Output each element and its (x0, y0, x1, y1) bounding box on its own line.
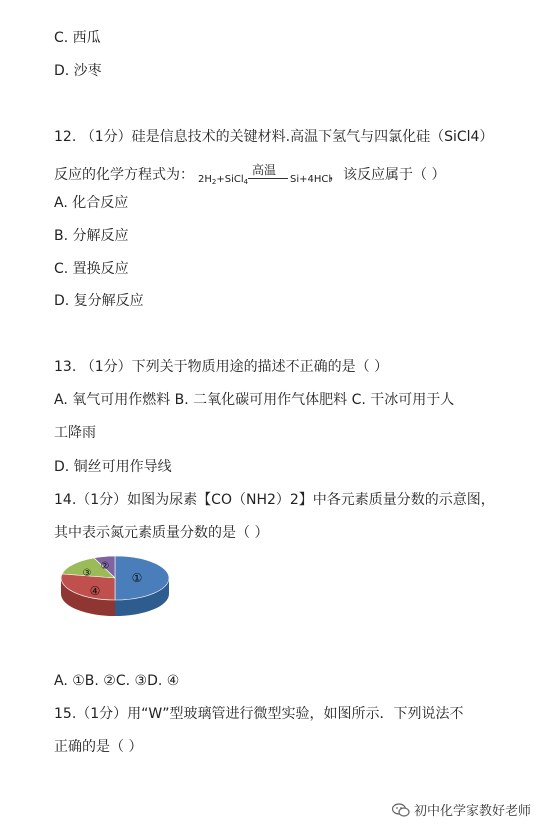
q12-option-a: A. 化合反应 (54, 195, 129, 211)
equation-h-subscript: 2 (211, 178, 217, 186)
pie-label-1: ① (131, 571, 143, 585)
watermark-text: 初中化学家教好老师 (414, 804, 532, 819)
q11-option-d: D. 沙枣 (54, 63, 102, 79)
q15-stem-line2: 正确的是（ ） (54, 739, 143, 755)
q12-option-b: B. 分解反应 (54, 228, 129, 244)
chemical-equation (198, 163, 332, 186)
equation-h: 2H (198, 174, 212, 185)
q12-stem-suffix: ，该反应属于（ ） (329, 167, 446, 183)
pie-label-3: ③ (82, 568, 92, 579)
q13-option-d: D. 铜丝可用作导线 (54, 459, 172, 475)
q14-stem-line2: 其中表示氮元素质量分数的是（ ） (54, 525, 269, 541)
q12-stem-prefix: 反应的化学方程式为： (54, 167, 194, 183)
q13-stem: 13. （1分）下列关于物质用途的描述不正确的是（ ） (54, 359, 389, 375)
q12-option-d: D. 复分解反应 (54, 293, 144, 309)
q11-option-c: C. 西瓜 (54, 30, 101, 46)
q12-option-c: C. 置换反应 (54, 261, 129, 277)
equation-cl-subscript: 4 (243, 178, 249, 186)
pie-chart-figure (55, 556, 175, 628)
wechat-logo-icon (392, 803, 410, 817)
equation-reactants (198, 170, 248, 192)
equation-sicl: +SiCl (216, 174, 244, 185)
q12-stem-line2 (54, 164, 445, 186)
q15-stem-line1: 15.（1分）用“W”型玻璃管进行微型实验，如图所示．下列说法不 (54, 706, 464, 722)
pie-label-4: ④ (89, 584, 101, 598)
equation-condition: 高温 (252, 163, 277, 177)
q14-stem-line1: 14.（1分）如图为尿素【CO（NH2）2】中各元素质量分数的示意图， (54, 492, 495, 508)
pie-label-2: ② (100, 561, 110, 572)
equation-products: Si+4HCl (290, 174, 332, 185)
q13-options-line1: A. 氧气可用作燃料 B. 二氧化碳可用作气体肥料 C. 干冰可用于人 (54, 392, 455, 408)
q14-options: A. ①B. ②C. ③D. ④ (54, 673, 180, 689)
q13-options-line2: 工降雨 (54, 425, 96, 441)
equation-arrow-bar (248, 178, 288, 179)
q12-stem-line1: 12. （1分）硅是信息技术的关键材料.高温下氢气与四氯化硅（SiCl4） (54, 129, 494, 145)
